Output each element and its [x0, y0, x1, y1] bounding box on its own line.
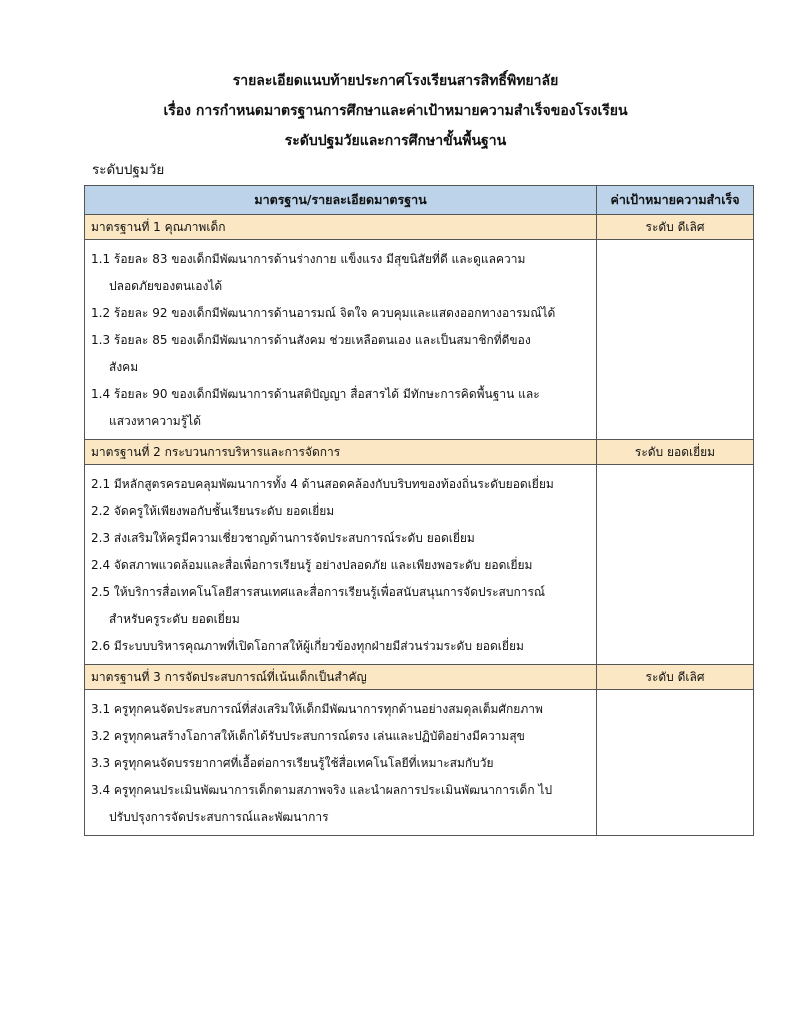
list-item-text: 2.4 จัดสภาพแวดล้อมและสื่อเพื่อการเรียนรู้ อย่างปลอดภัย และเพียงพอระดับ ยอดเยี่ยม	[91, 558, 533, 572]
standards-table	[84, 185, 754, 836]
standard-items-list	[85, 240, 597, 440]
list-item-text: 2.2 จัดครูให้เพียงพอกับชั้นเรียนระดับ ยอดเยี่ยม	[91, 504, 335, 518]
list-item	[91, 327, 590, 381]
list-item-continuation: แสวงหาความรู้ได้	[109, 414, 201, 428]
list-item-text: 2.1 มีหลักสูตรครอบคลุมพัฒนาการทั้ง 4 ด้านสอดคล้องกับบริบทของท้องถิ่นระดับยอดเยี่ยม	[91, 477, 554, 491]
standard-row-1	[85, 215, 754, 240]
header-title-line-3: ระดับปฐมวัยและการศึกษาขั้นพื้นฐาน	[284, 133, 507, 149]
standard-items-row-2	[85, 465, 754, 665]
list-item	[91, 525, 590, 552]
standard-title: มาตรฐานที่ 1 คุณภาพเด็ก	[85, 215, 597, 240]
list-item-text: 3.3 ครูทุกคนจัดบรรยากาศที่เอื้อต่อการเรียนรู้ใช้สื่อเทคโนโลยีที่เหมาะสมกับวัย	[91, 756, 494, 770]
list-item-text: 2.5 ให้บริการสื่อเทคโนโลยีสารสนเทศและสื่อการเรียนรู้เพื่อสนับสนุนการจัดประสบการณ์	[91, 585, 546, 599]
list-item-text: 1.3 ร้อยละ 85 ของเด็กมีพัฒนาการด้านสังคม ช่วยเหลือตนเอง และเป็นสมาชิกที่ดีของ	[91, 333, 531, 347]
list-item	[91, 723, 590, 750]
list-item	[91, 750, 590, 777]
list-item-continuation: สังคม	[109, 360, 139, 374]
header-standards: มาตรฐาน/รายละเอียดมาตรฐาน	[85, 186, 597, 215]
header-target: ค่าเป้าหมายความสำเร็จ	[597, 186, 754, 215]
standard-title: มาตรฐานที่ 3 การจัดประสบการณ์ที่เน้นเด็กเป็นสำคัญ	[85, 665, 597, 690]
header-title-line-2: เรื่อง การกำหนดมาตรฐานการศึกษาและค่าเป้าหมายความสำเร็จของโรงเรียน	[163, 103, 628, 119]
list-item-text: 3.4 ครูทุกคนประเมินพัฒนาการเด็กตามสภาพจริง และนำผลการประเมินพัฒนาการเด็ก ไป	[91, 783, 553, 797]
list-item	[91, 777, 590, 831]
standard-target: ระดับ ยอดเยี่ยม	[597, 440, 754, 465]
list-item-text: 1.1 ร้อยละ 83 ของเด็กมีพัฒนาการด้านร่างกาย แข็งแรง มีสุขนิสัยที่ดี และดูแลความ	[91, 252, 526, 266]
list-item	[91, 381, 590, 435]
standard-title: มาตรฐานที่ 2 กระบวนการบริหารและการจัดการ	[85, 440, 597, 465]
list-item-continuation: ปลอดภัยของตนเองได้	[109, 279, 223, 293]
target-empty-cell	[597, 690, 754, 836]
list-item-text: 3.1 ครูทุกคนจัดประสบการณ์ที่ส่งเสริมให้เด็กมีพัฒนาการทุกด้านอย่างสมดุลเต็มศักยภาพ	[91, 702, 543, 716]
document-header	[0, 66, 791, 156]
target-empty-cell	[597, 465, 754, 665]
header-title-line-1: รายละเอียดแนบท้ายประกาศโรงเรียนสารสิทธิ์พิทยาลัย	[232, 73, 559, 89]
level-label: ระดับปฐมวัย	[92, 162, 165, 178]
list-item	[91, 246, 590, 300]
list-item-text: 2.3 ส่งเสริมให้ครูมีความเชี่ยวชาญด้านการจัดประสบการณ์ระดับ ยอดเยี่ยม	[91, 531, 475, 545]
list-item	[91, 498, 590, 525]
list-item-text: 3.2 ครูทุกคนสร้างโอกาสให้เด็กได้รับประสบการณ์ตรง เล่นและปฏิบัติอย่างมีความสุข	[91, 729, 525, 743]
list-item-continuation: สำหรับครูระดับ ยอดเยี่ยม	[109, 612, 240, 626]
standard-target: ระดับ ดีเลิศ	[597, 665, 754, 690]
list-item	[91, 300, 590, 327]
list-item	[91, 552, 590, 579]
standard-items-list	[85, 465, 597, 665]
list-item-continuation: ปรับปรุงการจัดประสบการณ์และพัฒนาการ	[109, 810, 329, 824]
standard-row-3	[85, 665, 754, 690]
list-item-text: 2.6 มีระบบบริหารคุณภาพที่เปิดโอกาสให้ผู้เกี่ยวข้องทุกฝ่ายมีส่วนร่วมระดับ ยอดเยี่ยม	[91, 639, 524, 653]
standard-target: ระดับ ดีเลิศ	[597, 215, 754, 240]
list-item	[91, 633, 590, 660]
target-empty-cell	[597, 240, 754, 440]
list-item-text: 1.2 ร้อยละ 92 ของเด็กมีพัฒนาการด้านอารมณ์ จิตใจ ควบคุมและแสดงออกทางอารมณ์ได้	[91, 306, 556, 320]
standard-items-row-1	[85, 240, 754, 440]
standard-items-row-3	[85, 690, 754, 836]
standard-items-list	[85, 690, 597, 836]
list-item	[91, 696, 590, 723]
standard-row-2	[85, 440, 754, 465]
table-header-row	[85, 186, 754, 215]
list-item-text: 1.4 ร้อยละ 90 ของเด็กมีพัฒนาการด้านสติปัญญา สื่อสารได้ มีทักษะการคิดพื้นฐาน และ	[91, 387, 540, 401]
list-item	[91, 579, 590, 633]
list-item	[91, 471, 590, 498]
